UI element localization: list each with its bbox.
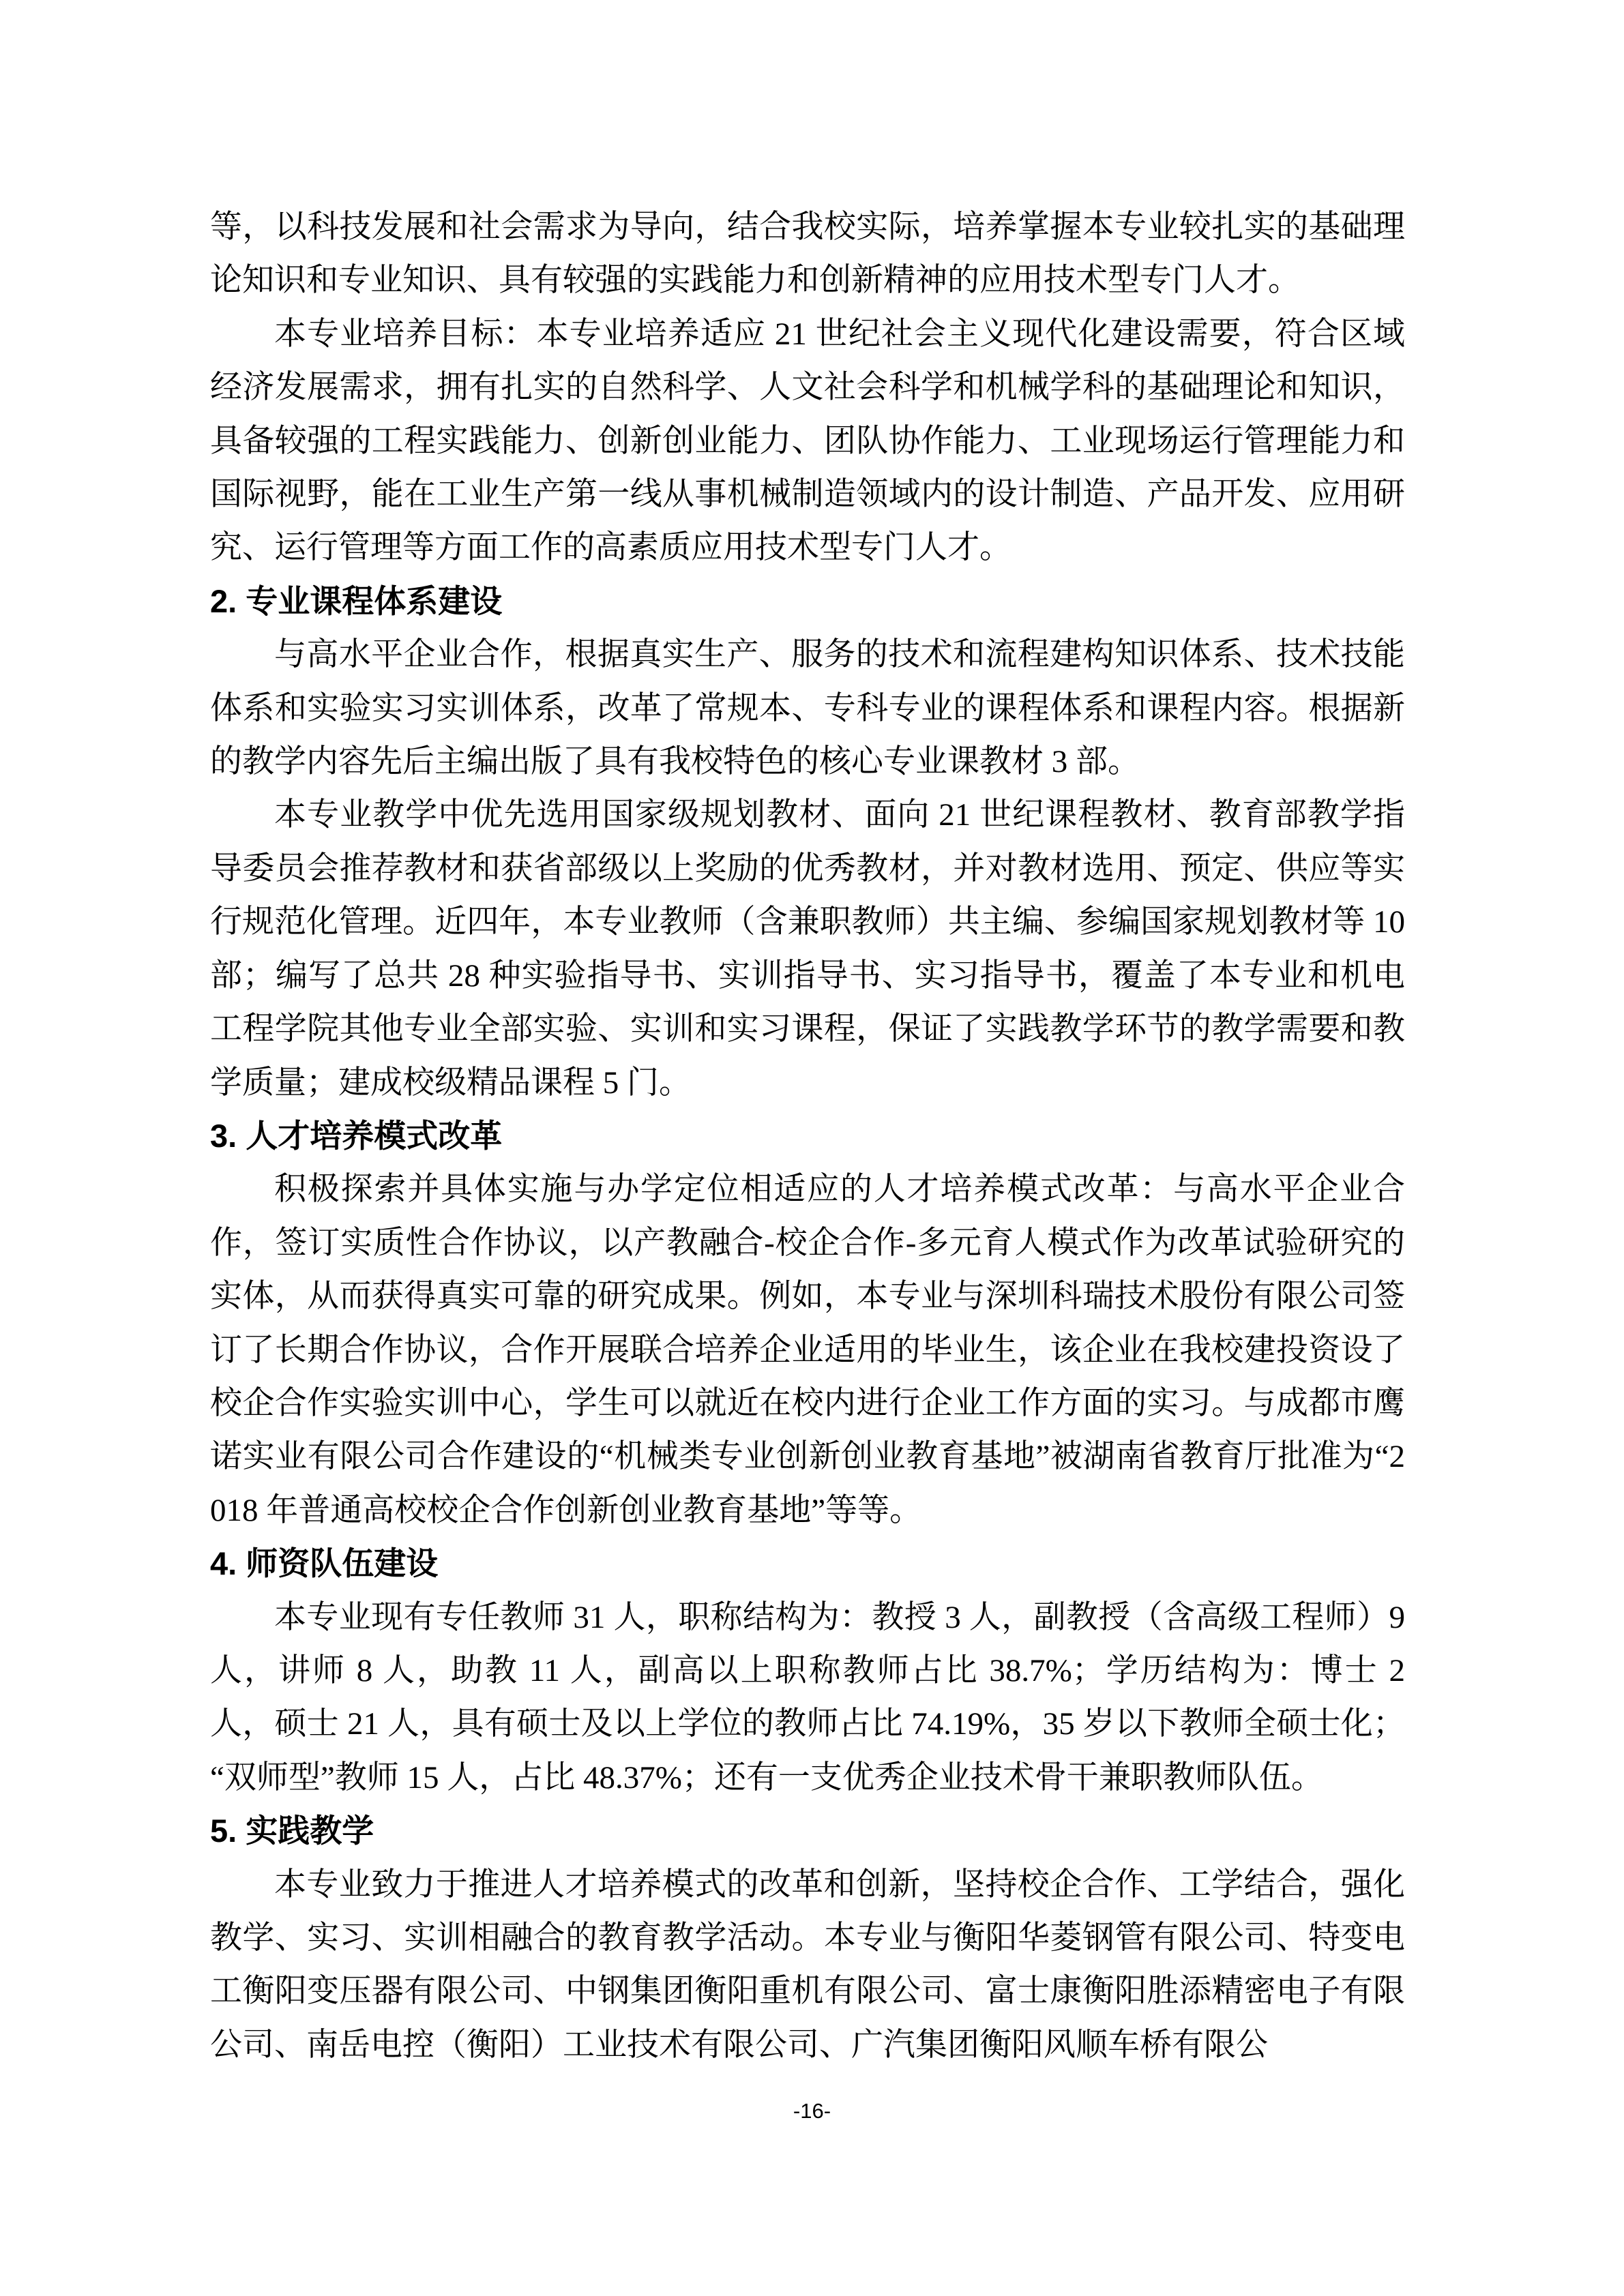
heading-section-3-talent-model-reform: 3. 人才培养模式改革 (210, 1117, 503, 1154)
paragraph-practical-teaching-partners: 本专业致力于推进人才培养模式的改革和创新，坚持校企合作、工学结合，强化教学、实习、实训相融合的教育教学活动。本专业与衡阳华菱钢管有限公司、特变电工衡阳变压器有限公司、中钢集团衡阳重机有限公司、富士康衡阳胜添精密电子有限公司、南岳电控（衡阳）工业技术有限公司、广汽集团衡阳风顺车桥有限公 (210, 1866, 1405, 2063)
paragraph-talent-model-reform: 积极探索并具体实施与办学定位相适应的人才培养模式改革：与高水平企业合作，签订实质性合作协议，以产教融合-校企合作-多元育人模式作为改革试验研究的实体，从而获得真实可靠的研究成果。例如，本专业与深圳科瑞技术股份有限公司签订了长期合作协议，合作开展联合培养企业适用的毕业生，该企业在我校建投资设了校企合作实验实训中心，学生可以就近在校内进行企业工作方面的实习。与成都市鹰诺实业有限公司合作建设的“机械类专业创新创业教育基地”被湖南省教育厅批准为“2018 年普通高校校企合作创新创业教育基地”等等。 (210, 1172, 1405, 1528)
paragraph-faculty-statistics: 本专业现有专任教师 31 人，职称结构为：教授 3 人，副教授（含高级工程师）9 人，讲师 8 人，助教 11 人，副高以上职称教师占比 38.7%；学历结构为：博士 2 人，硕士 21 人，具有硕士及以上学位的教师占比 74.19%，35 岁以下教师全硕士化；“双师型”教师 15 人，占比 48.37%；还有一支优秀企业技术骨干兼职教师队伍。 (210, 1599, 1405, 1795)
page-body-text (210, 200, 1405, 2072)
page-number: -16- (793, 2099, 831, 2123)
heading-section-2-curriculum-system: 2. 专业课程体系建设 (210, 582, 503, 619)
paragraph-training-objective: 本专业培养目标：本专业培养适应 21 世纪社会主义现代化建设需要，符合区域经济发展需求，拥有扎实的自然科学、人文社会科学和机械学科的基础理论和知识，具备较强的工程实践能力、创新创业能力、团队协作能力、工业现场运行管理能力和国际视野，能在工业生产第一线从事机械制造领域内的设计制造、产品开发、应用研究、运行管理等方面工作的高素质应用技术型专门人才。 (210, 316, 1405, 566)
heading-section-5-practical-teaching: 5. 实践教学 (210, 1813, 374, 1849)
paragraph-teaching-materials: 本专业教学中优先选用国家级规划教材、面向 21 世纪课程教材、教育部教学指导委员会推荐教材和获省部级以上奖励的优秀教材，并对教材选用、预定、供应等实行规范化管理。近四年，本专业教师（含兼职教师）共主编、参编国家规划教材等 10 部；编写了总共 28 种实验指导书、实训指导书、实习指导书，覆盖了本专业和机电工程学院其他专业全部实验、实训和实习课程，保证了实践教学环节的教学需要和教学质量；建成校级精品课程 5 门。 (210, 797, 1405, 1101)
paragraph-curriculum-cooperation: 与高水平企业合作，根据真实生产、服务的技术和流程建构知识体系、技术技能体系和实验实习实训体系，改革了常规本、专科专业的课程体系和课程内容。根据新的教学内容先后主编出版了具有我校特色的核心专业课教材 3 部。 (210, 637, 1405, 780)
heading-section-4-faculty-team: 4. 师资队伍建设 (210, 1545, 439, 1582)
paragraph-continued-from-previous-page: 等，以科技发展和社会需求为导向，结合我校实际，培养掌握本专业较扎实的基础理论知识和专业知识、具有较强的实践能力和创新精神的应用技术型专门人才。 (210, 209, 1405, 299)
